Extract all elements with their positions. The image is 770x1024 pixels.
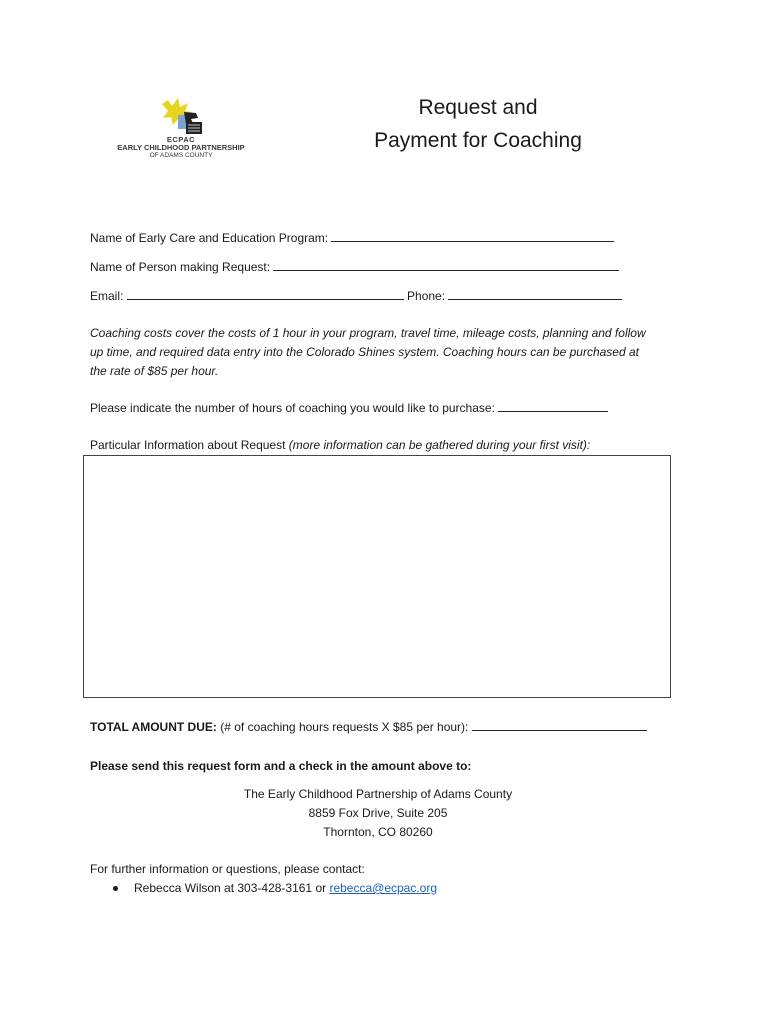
ecpac-logo-icon — [158, 98, 204, 136]
program-name-field[interactable] — [331, 231, 614, 242]
page-title-line-1: Request and — [418, 96, 538, 119]
person-name-label: Name of Person making Request: — [90, 260, 274, 274]
page-title-line-2: Payment for Coaching — [374, 129, 582, 152]
logo-county: OF ADAMS COUNTY — [149, 152, 213, 159]
particular-info-textbox[interactable] — [83, 455, 671, 698]
particular-info-label: Particular Information about Request — [90, 438, 289, 452]
address-city: Thornton, CO 80260 — [323, 825, 433, 839]
ecpac-logo — [98, 98, 264, 164]
contact-list-item — [113, 881, 437, 895]
intro-line-1: Coaching costs cover the costs of 1 hour in your program, travel time, mileage costs, planning and follow — [90, 326, 646, 340]
bullet-icon — [113, 886, 118, 891]
total-amount-label: TOTAL AMOUNT DUE: — [90, 720, 217, 734]
contact-intro: For further information or questions, please contact: — [90, 862, 365, 876]
contact-email-link[interactable]: rebecca@ecpac.org — [329, 881, 438, 895]
phone-label: Phone: — [403, 289, 449, 303]
intro-line-3: the rate of $85 per hour. — [90, 364, 219, 378]
person-name-row — [90, 260, 619, 274]
hours-row — [90, 401, 608, 415]
logo-abbreviation: ECPAC — [166, 135, 196, 144]
program-name-row — [90, 231, 614, 245]
person-name-field[interactable] — [273, 260, 619, 271]
total-amount-row — [90, 720, 647, 734]
total-amount-field[interactable] — [472, 720, 647, 731]
send-instructions: Please send this request form and a check in the amount above to: — [90, 759, 472, 773]
email-field[interactable] — [127, 289, 404, 300]
program-name-label: Name of Early Care and Education Program: — [90, 231, 332, 245]
logo-name: EARLY CHILDHOOD PARTNERSHIP — [117, 143, 245, 152]
contact-person: Rebecca Wilson at 303-428-3161 or — [134, 881, 330, 895]
address-organization: The Early Childhood Partnership of Adams County — [243, 787, 513, 801]
total-amount-detail: (# of coaching hours requests X $85 per hour): — [216, 720, 472, 734]
hours-label: Please indicate the number of hours of coaching you would like to purchase: — [90, 401, 499, 415]
phone-field[interactable] — [448, 289, 622, 300]
address-street: 8859 Fox Drive, Suite 205 — [308, 806, 448, 820]
particular-info-note: (more information can be gathered during your first visit): — [288, 438, 591, 452]
particular-info-heading — [90, 438, 590, 452]
email-label: Email: — [90, 289, 127, 303]
hours-field[interactable] — [498, 401, 608, 412]
intro-line-2: up time, and required data entry into the Colorado Shines system. Coaching hours can be purchased at — [90, 345, 639, 359]
email-phone-row — [90, 289, 622, 303]
